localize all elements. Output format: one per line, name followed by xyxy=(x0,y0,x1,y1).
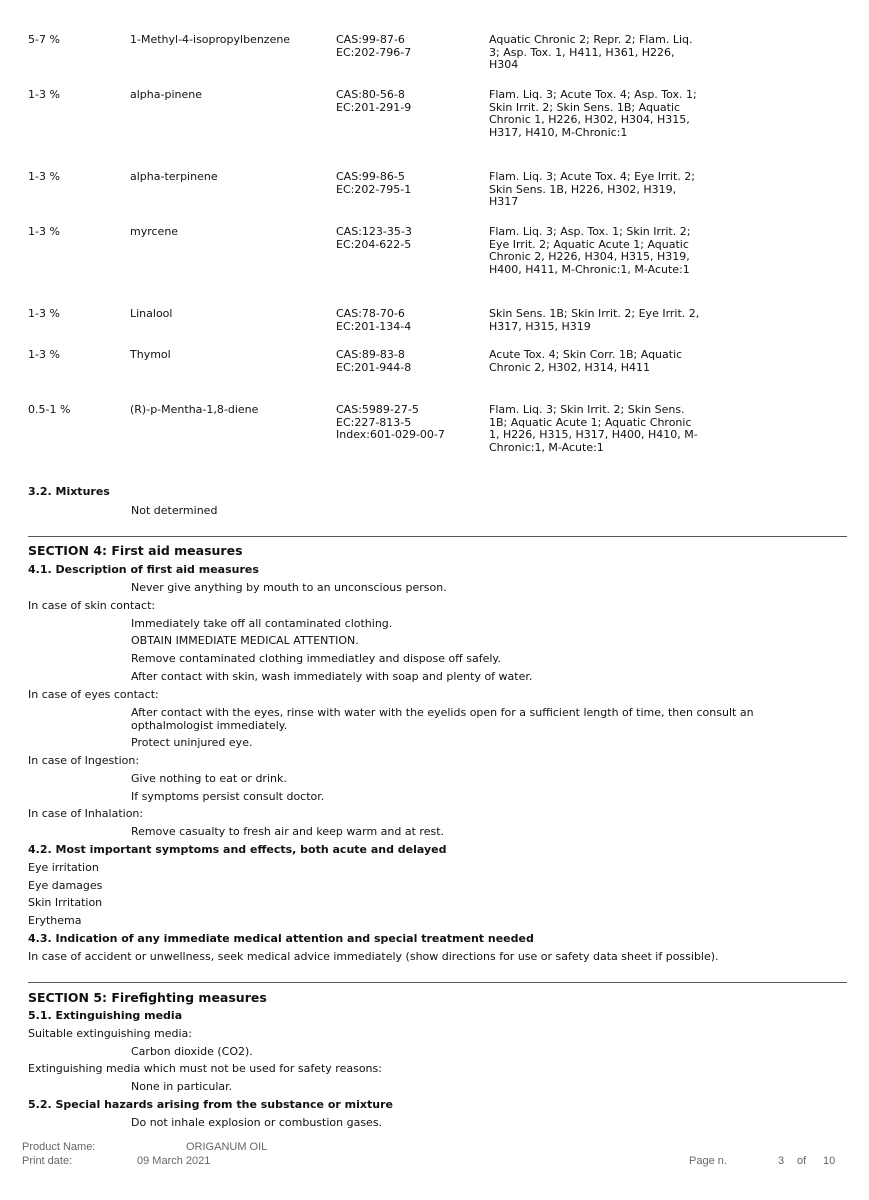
section-divider xyxy=(28,982,847,983)
first-aid-general: Never give anything by mouth to an unconscious person. xyxy=(131,581,447,594)
ec-number: EC:202-796-7 xyxy=(336,45,412,59)
ec-number: EC:202-795-1 xyxy=(336,182,412,196)
mixtures-heading: 3.2. Mixtures xyxy=(28,485,110,498)
ingestion-item: If symptoms persist consult doctor. xyxy=(131,790,325,803)
page-total: 10 xyxy=(823,1155,836,1167)
composition-table xyxy=(28,33,828,454)
symptom-item: Erythema xyxy=(28,914,82,927)
cas-number: CAS:99-87-6 xyxy=(336,33,405,46)
concentration: 1-3 % xyxy=(28,225,60,238)
eyes-contact-item: After contact with the eyes, rinse with water with the eyelids open for a sufficient length of time, then consult an opthalmologist immediately. xyxy=(131,706,754,732)
substance-name: 1-Methyl-4-isopropylbenzene xyxy=(130,33,291,46)
concentration: 1-3 % xyxy=(28,170,60,183)
identifiers xyxy=(336,308,486,333)
mixtures-text: Not determined xyxy=(131,504,218,517)
concentration: 0.5-1 % xyxy=(28,403,71,416)
concentration: 1-3 % xyxy=(28,307,60,320)
cas-number: CAS:99-86-5 xyxy=(336,170,405,183)
ec-number: EC:204-622-5 xyxy=(336,237,412,251)
index-number: Index:601-029-00-7 xyxy=(336,428,445,442)
cas-number: CAS:123-35-3 xyxy=(336,225,412,238)
unsuitable-media-label: Extinguishing media which must not be used for safety reasons: xyxy=(28,1062,382,1075)
identifiers xyxy=(336,349,486,374)
skin-contact-label: In case of skin contact: xyxy=(28,599,156,612)
ec-number: EC:201-134-4 xyxy=(336,319,412,333)
product-name-label: Product Name: xyxy=(22,1141,96,1153)
section5-title: SECTION 5: Firefighting measures xyxy=(28,990,267,1005)
section4-title: SECTION 4: First aid measures xyxy=(28,543,243,558)
cas-number: CAS:89-83-8 xyxy=(336,348,405,361)
subsection-4-3-heading: 4.3. Indication of any immediate medical attention and special treatment needed xyxy=(28,932,534,945)
skin-contact-item: Remove contaminated clothing immediatley and dispose off safely. xyxy=(131,652,501,665)
skin-contact-item: Immediately take off all contaminated clothing. xyxy=(131,617,393,630)
subsection-4-1-heading: 4.1. Description of first aid measures xyxy=(28,563,259,576)
concentration: 1-3 % xyxy=(28,88,60,101)
print-date-label: Print date: xyxy=(22,1155,73,1167)
symptom-item: Eye irritation xyxy=(28,861,99,874)
hazard-classification: Skin Sens. 1B; Skin Irrit. 2; Eye Irrit. 2, H317, H315, H319 xyxy=(489,307,700,333)
page-number: 3 xyxy=(778,1155,785,1167)
suitable-media-label: Suitable extinguishing media: xyxy=(28,1027,192,1040)
ec-number: EC:201-291-9 xyxy=(336,100,412,114)
identifiers xyxy=(336,226,486,251)
hazard-classification: Aquatic Chronic 2; Repr. 2; Flam. Liq. 3; Asp. Tox. 1, H411, H361, H226, H304 xyxy=(489,33,693,72)
subsection-4-2-heading: 4.2. Most important symptoms and effects, both acute and delayed xyxy=(28,843,447,856)
hazard-classification: Flam. Liq. 3; Skin Irrit. 2; Skin Sens. 1B; Aquatic Acute 1; Aquatic Chronic 1, H226, H315, H317, H400, H410, M-Chronic:1, M-Acute:1 xyxy=(489,403,698,454)
symptom-item: Eye damages xyxy=(28,879,103,892)
hazard-classification: Acute Tox. 4; Skin Corr. 1B; Aquatic Chronic 2, H302, H314, H411 xyxy=(489,348,683,374)
suitable-media-text: Carbon dioxide (CO2). xyxy=(131,1045,253,1058)
identifiers xyxy=(336,171,486,196)
page-label: Page n. xyxy=(689,1155,727,1167)
unsuitable-media-text: None in particular. xyxy=(131,1080,233,1093)
substance-name: (R)-p-Mentha-1,8-diene xyxy=(130,403,259,416)
ec-number: EC:201-944-8 xyxy=(336,360,412,374)
subsection-5-2-text: Do not inhale explosion or combustion gases. xyxy=(131,1116,383,1129)
cas-number: CAS:80-56-8 xyxy=(336,88,405,101)
page-of-label: of xyxy=(797,1155,807,1167)
section-divider xyxy=(28,536,847,537)
skin-contact-item: After contact with skin, wash immediately with soap and plenty of water. xyxy=(131,670,533,683)
substance-name: alpha-terpinene xyxy=(130,170,218,183)
eyes-contact-item: Protect uninjured eye. xyxy=(131,736,253,749)
subsection-5-2-heading: 5.2. Special hazards arising from the substance or mixture xyxy=(28,1098,393,1111)
skin-contact-item: OBTAIN IMMEDIATE MEDICAL ATTENTION. xyxy=(131,634,359,647)
inhalation-label: In case of Inhalation: xyxy=(28,807,144,820)
cas-number: CAS:78-70-6 xyxy=(336,307,405,320)
substance-name: Linalool xyxy=(130,307,173,320)
subsection-5-1-heading: 5.1. Extinguishing media xyxy=(28,1009,183,1022)
hazard-classification: Flam. Liq. 3; Acute Tox. 4; Asp. Tox. 1; Skin Irrit. 2; Skin Sens. 1B; Aquatic Chronic 1, H226, H302, H304, H315, H317, H410, M-Chronic:1 xyxy=(489,88,697,139)
concentration: 1-3 % xyxy=(28,348,60,361)
ec-number: EC:227-813-5 xyxy=(336,415,412,429)
identifiers xyxy=(336,89,486,114)
identifiers xyxy=(336,404,486,442)
substance-name: Thymol xyxy=(130,348,171,361)
product-name: ORIGANUM OIL xyxy=(186,1141,268,1153)
symptom-item: Skin Irritation xyxy=(28,896,103,909)
substance-name: myrcene xyxy=(130,225,179,238)
identifiers xyxy=(336,34,486,59)
hazard-classification: Flam. Liq. 3; Asp. Tox. 1; Skin Irrit. 2; Eye Irrit. 2; Aquatic Acute 1; Aquatic Chronic 2, H226, H304, H315, H319, H400, H411, M-Chronic:1, M-Acute:1 xyxy=(489,225,691,276)
concentration: 5-7 % xyxy=(28,33,60,46)
hazard-classification: Flam. Liq. 3; Acute Tox. 4; Eye Irrit. 2; Skin Sens. 1B, H226, H302, H319, H317 xyxy=(489,170,695,209)
ingestion-item: Give nothing to eat or drink. xyxy=(131,772,287,785)
inhalation-item: Remove casualty to fresh air and keep warm and at rest. xyxy=(131,825,445,838)
subsection-4-3-text: In case of accident or unwellness, seek medical advice immediately (show directions for use or safety data sheet if possible). xyxy=(28,950,719,963)
substance-name: alpha-pinene xyxy=(130,88,202,101)
print-date: 09 March 2021 xyxy=(137,1155,211,1167)
eyes-contact-label: In case of eyes contact: xyxy=(28,688,159,701)
ingestion-label: In case of Ingestion: xyxy=(28,754,140,767)
cas-number: CAS:5989-27-5 xyxy=(336,403,419,416)
table-row xyxy=(28,34,828,86)
